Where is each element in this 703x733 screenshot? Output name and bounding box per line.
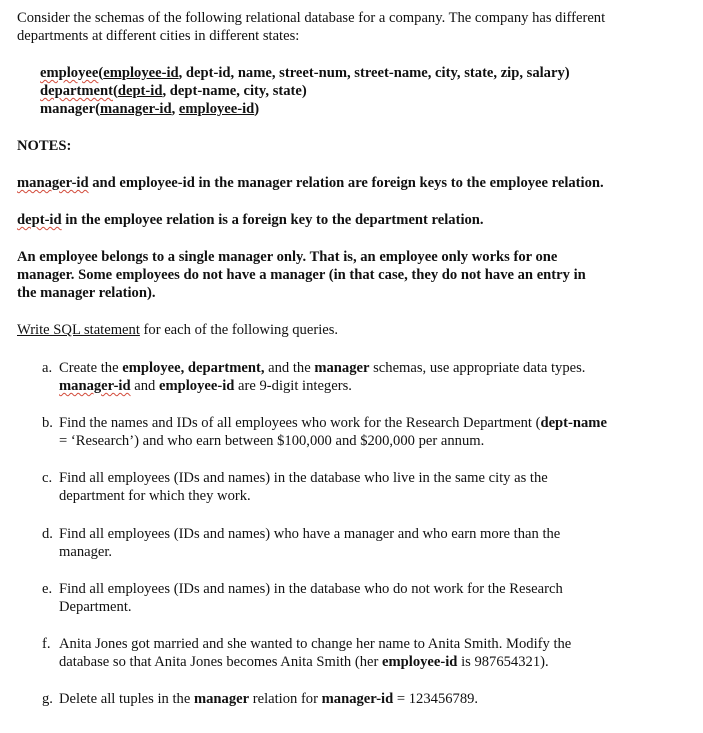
note-2 — [17, 211, 484, 229]
note-1-rest: and employee-id in the manager relation are foreign keys to the employee relation. — [88, 175, 604, 191]
schema-employee: employee(employee-id, dept-id, name, street-num, street-name, city, state, zip, salary) — [40, 65, 570, 81]
note-1-term: manager-id — [17, 175, 89, 191]
schema-department-key: dept-id — [117, 83, 163, 99]
note-2-rest: in the employee relation is a foreign key to the department relation. — [61, 212, 484, 228]
query-g-line-1 — [59, 690, 478, 708]
query-a-marker: a. — [42, 360, 53, 376]
schema-manager: manager(manager-id, employee-id) — [40, 101, 260, 117]
note-1 — [17, 174, 604, 192]
query-a-bold-schemas: employee, department, — [122, 360, 265, 376]
query-a-employee-id: employee-id — [158, 378, 235, 394]
query-d-line-2: manager. — [59, 544, 113, 560]
schema-manager-close: ) — [254, 101, 260, 117]
query-g-manager: manager — [193, 691, 250, 707]
query-b-marker: b. — [42, 415, 53, 431]
schema-department-rest: , dept-name, city, state) — [162, 83, 307, 99]
query-c-line-2: department for which they work. — [59, 488, 251, 504]
query-c-line-1: Find all employees (IDs and names) in the database who live in the same city as the — [59, 470, 548, 486]
query-b-line-2: = ‘Research’) and who earn between $100,000 and $200,000 per annum. — [59, 433, 485, 449]
schema-manager-name: manager — [40, 101, 96, 117]
note-3-line-1: An employee belongs to a single manager only. That is, an employee only works for one — [17, 249, 558, 265]
query-e-line-1: Find all employees (IDs and names) in the database who do not work for the Research — [59, 581, 563, 597]
schema-manager-key2: employee-id — [178, 101, 255, 117]
instruction — [17, 321, 338, 339]
note-3-line-2: manager. Some employees do not have a manager (in that case, they do not have an entry in — [17, 267, 586, 283]
note-3-line-3: the manager relation). — [17, 285, 156, 301]
query-d-marker: d. — [42, 526, 53, 542]
query-a-line-2 — [59, 377, 352, 395]
query-a-bold-manager: manager — [314, 360, 370, 376]
instruction-rest: for each of the following queries. — [139, 322, 339, 338]
schema-department-name: department — [40, 83, 113, 99]
query-g-text-for: relation for — [249, 691, 322, 707]
query-g-manager-id: manager-id — [321, 691, 394, 707]
schema-department: department(dept-id, dept-name, city, state) — [40, 83, 307, 99]
query-g-text: Delete all tuples in the — [59, 691, 194, 707]
query-f-text-end: is 987654321). — [457, 654, 549, 670]
intro-line-1: Consider the schemas of the following relational database for a company. The company has different — [17, 10, 606, 26]
query-b-dept-name: dept-name — [540, 415, 607, 431]
query-f-line-2 — [59, 653, 549, 671]
query-a-text: Create the — [59, 360, 123, 376]
schema-employee-key: employee-id — [103, 65, 179, 81]
query-f-employee-id: employee-id — [382, 654, 458, 670]
query-b-line-1 — [59, 414, 607, 432]
query-c-marker: c. — [42, 470, 53, 486]
schema-employee-rest: , dept-id, name, street-num, street-name, city, state, zip, salary) — [178, 65, 570, 81]
query-a-text-and: and the — [264, 360, 315, 376]
query-a-line-1 — [59, 359, 585, 377]
query-g-marker: g. — [42, 691, 53, 707]
query-f-marker: f. — [42, 636, 51, 652]
note-2-term: dept-id — [17, 212, 62, 228]
notes-heading: NOTES: — [17, 138, 72, 154]
query-b-text: Find the names and IDs of all employees who work for the Research Department ( — [59, 415, 541, 431]
schema-manager-sep: , — [171, 101, 179, 117]
query-a-manager-id: manager-id — [59, 378, 131, 394]
query-f-line-1: Anita Jones got married and she wanted to change her name to Anita Smith. Modify the — [59, 636, 572, 652]
query-a-integers: are 9-digit integers. — [234, 378, 352, 394]
query-d-line-1: Find all employees (IDs and names) who have a manager and who earn more than the — [59, 526, 561, 542]
schema-employee-name: employee — [40, 65, 99, 81]
query-a-and: and — [130, 378, 159, 394]
intro-line-2: departments at different cities in different states: — [17, 28, 300, 44]
query-g-value: = 123456789. — [393, 691, 479, 707]
query-a-text-end: schemas, use appropriate data types. — [369, 360, 586, 376]
query-e-marker: e. — [42, 581, 53, 597]
query-f-text: database so that Anita Jones becomes Anita Smith (her — [59, 654, 383, 670]
query-e-line-2: Department. — [59, 599, 132, 615]
schema-manager-key1: manager-id — [100, 101, 172, 117]
instruction-underlined: Write SQL statement — [17, 322, 140, 338]
